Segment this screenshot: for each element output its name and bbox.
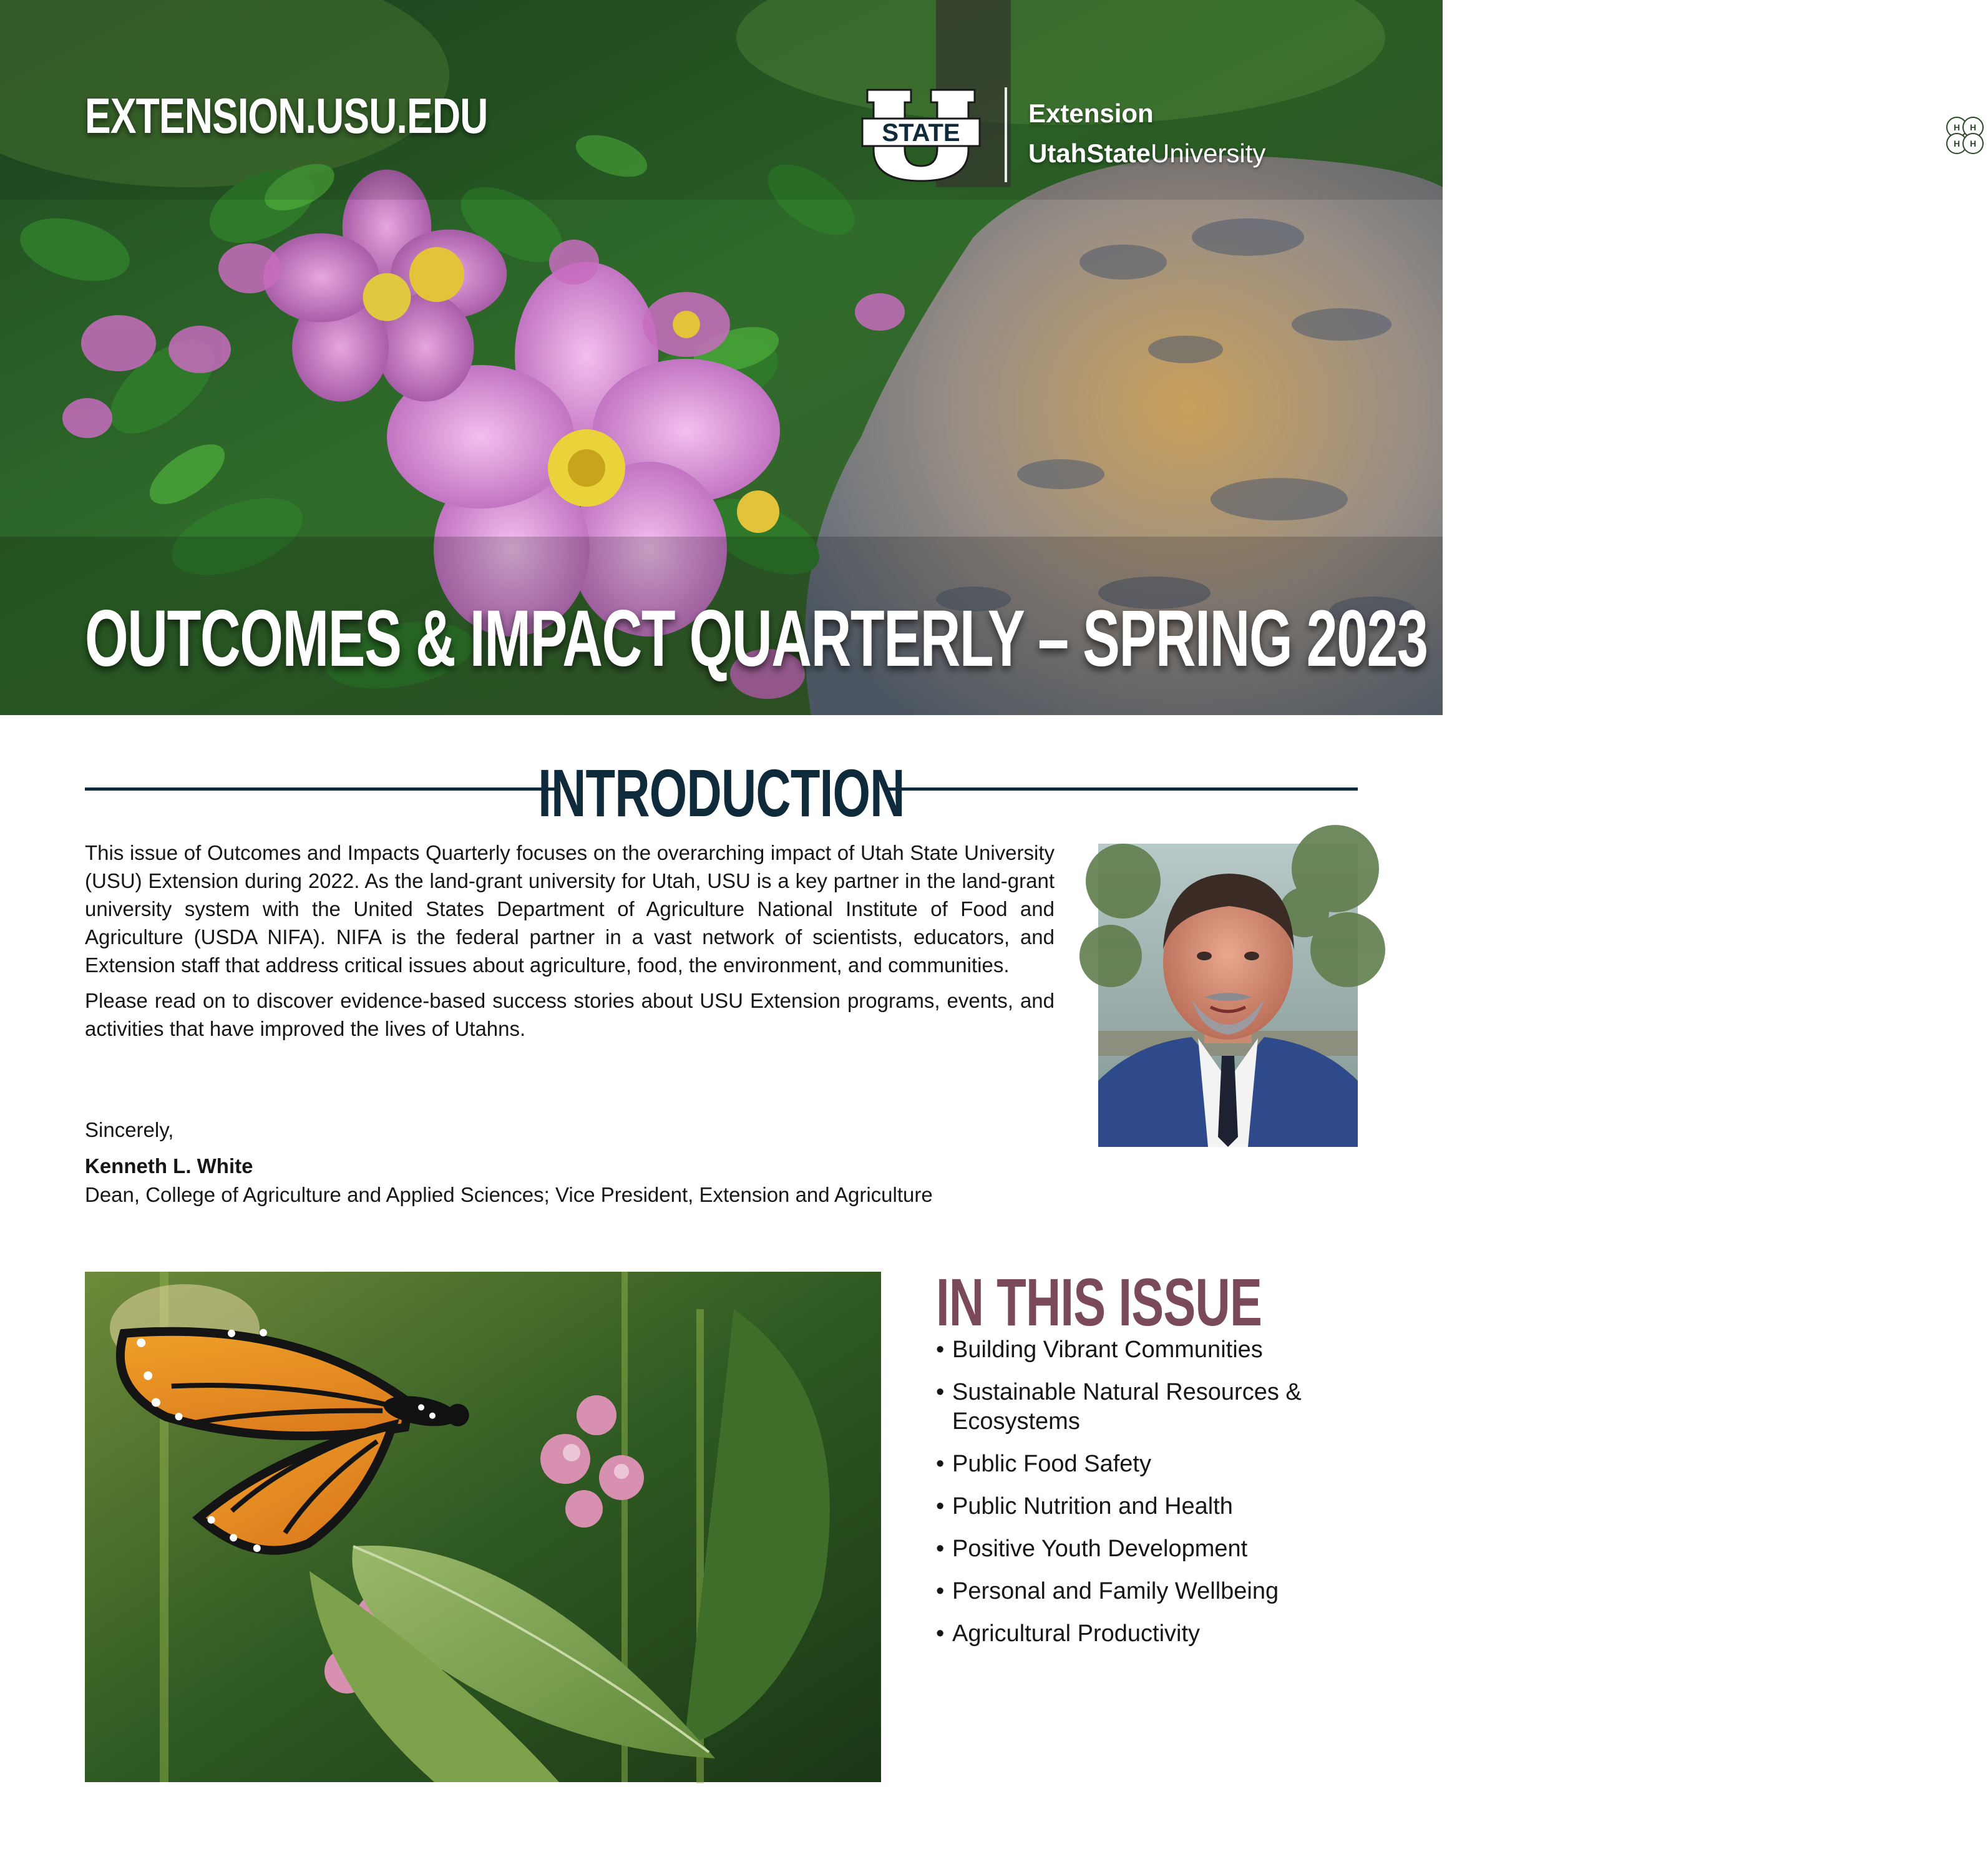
dean-portrait-photo xyxy=(1098,844,1358,1147)
in-this-issue-list xyxy=(936,1335,1335,1662)
list-item: • Public Food Safety xyxy=(936,1450,1335,1479)
list-item: • Agricultural Productivity xyxy=(936,1619,1335,1649)
closing-text: Sincerely, xyxy=(85,1118,174,1141)
state-mark-text: STATE xyxy=(882,119,960,147)
list-item: • Public Nutrition and Health xyxy=(936,1492,1335,1521)
monarch-butterfly-photo xyxy=(85,1272,881,1782)
svg-text:H: H xyxy=(1953,139,1961,149)
logo-university-name xyxy=(1028,139,1265,168)
intro-paragraph: Please read on to discover evidence-based success stories about USU Extension programs, events, and activities that have improved the lives of Utahns. xyxy=(85,989,1055,1040)
logo-divider xyxy=(1005,87,1007,182)
signer-title: Dean, College of Agriculture and Applied Sciences; Vice President, Extension and Agriculture xyxy=(85,1183,933,1206)
site-url[interactable]: EXTENSION.USU.EDU xyxy=(85,88,488,144)
introduction-heading: INTRODUCTION xyxy=(538,755,905,831)
four-h-clover-icon xyxy=(1942,112,1988,158)
svg-text:H: H xyxy=(1969,139,1977,149)
logo-usu-bold: UtahState xyxy=(1028,139,1151,168)
state-u-logo-icon xyxy=(859,87,983,182)
list-item: • Building Vibrant Communities xyxy=(936,1335,1335,1365)
list-item: • Personal and Family Wellbeing xyxy=(936,1577,1335,1606)
svg-text:H: H xyxy=(1969,122,1977,132)
list-item: • Sustainable Natural Resources & Ecosystems xyxy=(936,1378,1335,1436)
list-item: • Positive Youth Development xyxy=(936,1534,1335,1564)
signer-name: Kenneth L. White xyxy=(85,1154,253,1177)
issue-title: OUTCOMES & IMPACT QUARTERLY – SPRING 2023 xyxy=(85,594,1428,683)
introduction-body xyxy=(85,839,1055,1050)
signature-block xyxy=(85,1116,1083,1209)
intro-paragraph: This issue of Outcomes and Impacts Quarterly focuses on the overarching impact of Utah State University (USU) Extension during 2022. As the land-grant university for Utah, USU is a key partner in the land-grant university system with the United States Department of Agriculture National Institute of Food and Agriculture (USDA NIFA). NIFA is the federal partner in a vast network of scientists, educators, and Extension staff that address critical issues about agriculture, food, the environment, and communities. xyxy=(85,841,1055,977)
svg-text:H: H xyxy=(1953,122,1961,132)
in-this-issue-heading: IN THIS ISSUE xyxy=(936,1264,1262,1340)
introduction-header xyxy=(85,754,1358,831)
hero-banner xyxy=(0,0,1977,715)
logo-usu-light: University xyxy=(1151,139,1266,168)
logo-extension-label: Extension xyxy=(1028,99,1154,128)
